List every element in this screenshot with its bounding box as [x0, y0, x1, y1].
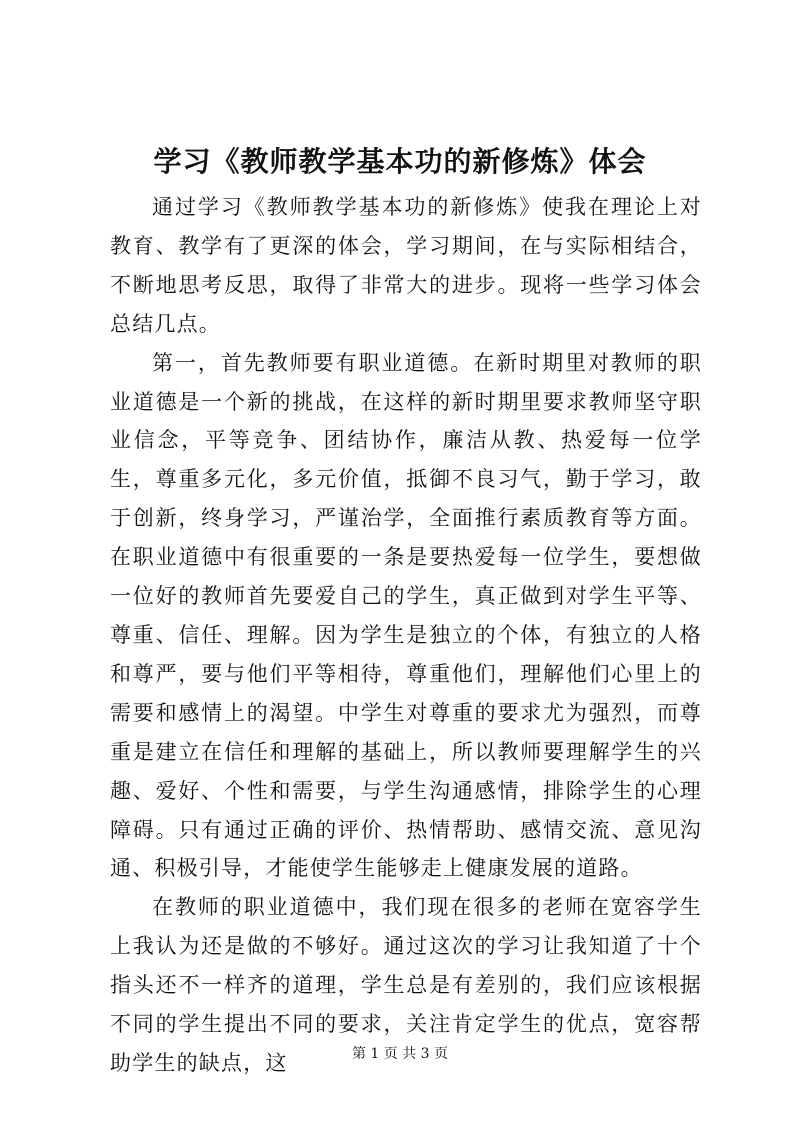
paragraph-intro: 通过学习《教师教学基本功的新修炼》使我在理论上对教育、教学有了更深的体会，学习期间，在与实际相结合，不断地思考反思，取得了非常大的进步。现将一些学习体会总结几点。: [110, 195, 702, 336]
paragraph-professional-ethics: 第一，首先教师要有职业道德。在新时期里对教师的职业道德是一个新的挑战，在这样的新时期里要求教师坚守职业信念，平等竞争、团结协作，廉洁从教、热爱每一位学生，尊重多元化，多元价值，抵御不良习气，勤于学习，敢于创新，终身学习，严谨治学，全面推行素质教育等方面。在职业道德中有很重要的一条是要热爱每一位学生，要想做一位好的教师首先要爱自己的学生，真正做到对学生平等、尊重、信任、理解。因为学生是独立的个体，有独立的人格和尊严，要与他们平等相待，尊重他们，理解他们心里上的需要和感情上的渴望。中学生对尊重的要求尤为强烈，而尊重是建立在信任和理解的基础上，所以教师要理解学生的兴趣、爱好、个性和需要，与学生沟通感情，排除学生的心理障碍。只有通过正确的评价、热情帮助、感情交流、意见沟通、积极引导，才能使学生能够走上健康发展的道路。: [110, 350, 702, 881]
document-body: [110, 188, 702, 1083]
paragraph-tolerance: 在教师的职业道德中，我们现在很多的老师在宽容学生上我认为还是做的不够好。通过这次的学习让我知道了十个指头还不一样齐的道理，学生总是有差别的，我们应该根据不同的学生提出不同的要求，关注肯定学生的优点，宽容帮助学生的缺点，这: [110, 895, 702, 1075]
page-number-footer: 第 1 页 共 3 页: [351, 1046, 449, 1062]
document-title: 学习《教师教学基本功的新修炼》体会: [153, 145, 647, 178]
